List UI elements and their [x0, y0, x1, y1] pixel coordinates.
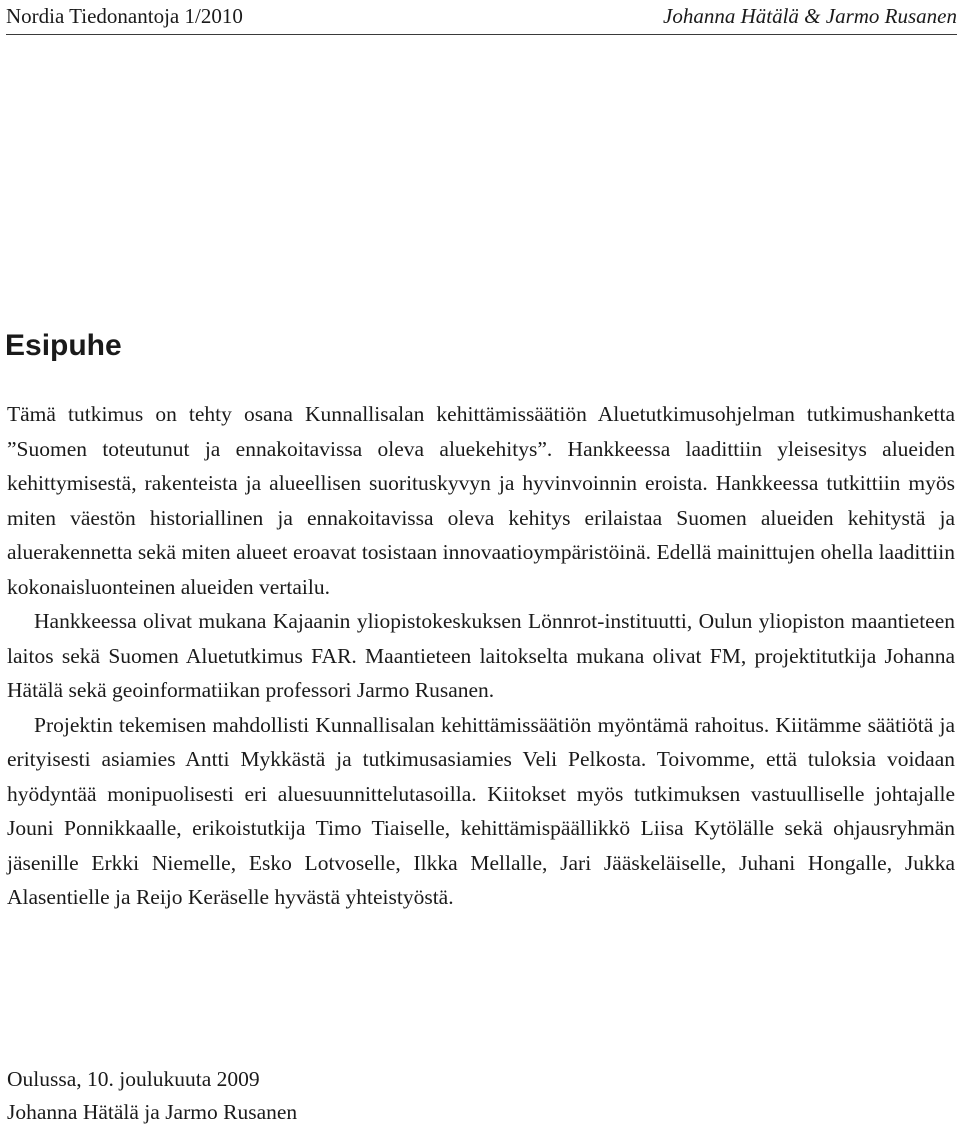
signature-block [7, 1063, 297, 1129]
paragraph-participants: Hankkeessa olivat mukana Kajaanin yliopistokeskuksen Lönnrot-instituutti, Oulun yliopiston maantieteen laitos sekä Suomen Aluetutkimus FAR. Maantieteen laitokselta mukana olivat FM, projektitutkija Johanna Hätälä sekä geoinformatiikan professori Jarmo Rusanen. [7, 609, 955, 702]
header-authors: Johanna Hätälä & Jarmo Rusanen [663, 4, 957, 28]
signature-place-date: Oulussa, 10. joulukuuta 2009 [7, 1067, 260, 1091]
signature-names: Johanna Hätälä ja Jarmo Rusanen [7, 1100, 298, 1124]
page-title: Esipuhe [5, 329, 122, 362]
paragraph-acknowledgements: Projektin tekemisen mahdollisti Kunnallisalan kehittämissäätiön myöntämä rahoitus. Kiitämme säätiötä ja erityisesti asiamies Antti Mykkästä ja tutkimusasiamies Veli Pelkosta. Toivomme, että tuloksia voidaan hyödyntää monipuolisesti eri aluesuunnittelutasoilla. Kiitokset myös tutkimuksen vastuulliselle johtajalle Jouni Ponnikkaalle, erikoistutkija Timo Tiaiselle, kehittämispäällikkö Liisa Kytölälle sekä ohjausryhmän jäsenille Erkki Niemelle, Esko Lotvoselle, Ilkka Mellalle, Jari Jääskeläiselle, Juhani Hongalle, Jukka Alasentielle ja Reijo Keräselle hyvästä yhteistyöstä. [7, 712, 955, 909]
running-header [6, 2, 957, 35]
paragraph-intro: Tämä tutkimus on tehty osana Kunnallisalan kehittämissäätiön Aluetutkimusohjelman tutkimushanketta ”Suomen toteutunut ja ennakoitavissa oleva aluekehitys”. Hankkeessa laadittiin yleisesitys alueiden kehittymisestä, rakenteista ja alueellisen suorituskyvyn ja hyvinvoinnin eroista. Hankkeessa tutkittiin myös miten väestön historiallinen ja ennakoitavissa oleva kehitys erilaistaa Suomen alueiden kehitystä ja aluerakennetta sekä miten alueet eroavat tosistaan innovaatioympäristöinä. Edellä mainittujen ohella laadittiin kokonaisluonteinen alueiden vertailu. [7, 402, 955, 599]
body-text [7, 397, 955, 915]
publication-name: Nordia Tiedonantoja 1/2010 [6, 4, 243, 28]
